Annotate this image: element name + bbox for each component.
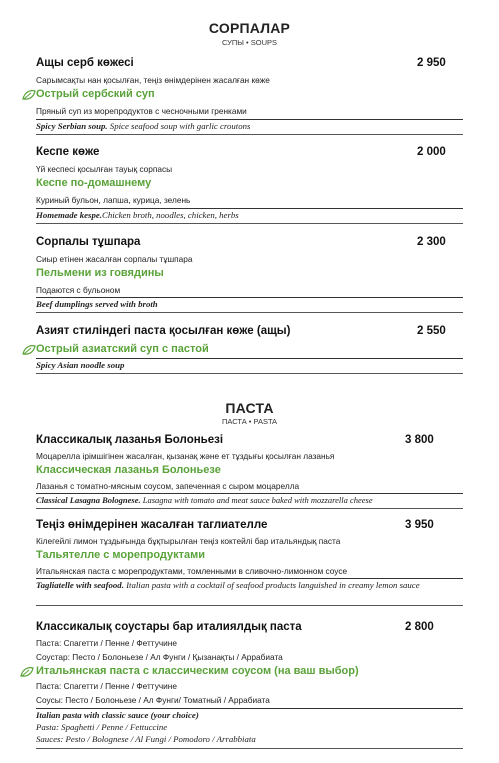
- item-kz-line: Соустар: Песто / Болоньезе / Ал Фунги / Қызанақты / Аррабиата: [36, 652, 283, 662]
- divider: [36, 708, 463, 709]
- item-desc-kz: Кілегейлі лимон тұздығында бұқтырылған теңіз коктейлі бар итальяндық паста: [36, 536, 341, 546]
- item-name-ru: Пельмени из говядины: [36, 267, 164, 279]
- item-en-line: Pasta: Spaghetti / Penne / Fettuccine: [36, 722, 168, 732]
- leaf-icon: [20, 666, 34, 678]
- item-name-ru: Тальятелле с морепродуктами: [36, 549, 206, 561]
- divider: [36, 748, 463, 749]
- item-name-en-text: Italian pasta with classic sauce (your choice): [36, 710, 199, 720]
- item-desc-en: [36, 580, 466, 591]
- divider: [36, 223, 463, 224]
- item-price: 2 550: [417, 325, 446, 337]
- item-name-en: Tagliatelle with seafood.: [36, 580, 124, 590]
- item-name-en: Classical Lasagna Bolognese.: [36, 495, 141, 505]
- item-price: 2 000: [417, 146, 446, 158]
- divider: [36, 297, 463, 298]
- pasta-section-title: ПАСТА: [225, 400, 274, 416]
- item-name-ru: Кеспе по-домашнему: [36, 177, 152, 189]
- item-desc-en-text: Italian pasta with a cocktail of seafood products languished in creamy lemon sauce: [123, 580, 420, 590]
- item-desc-en-text: Spice seafood soup with garlic croutons: [107, 121, 251, 131]
- pasta-section-subtitle: ПАСТА • PASTA: [221, 417, 277, 426]
- item-desc-en: [36, 360, 124, 371]
- divider: [36, 208, 463, 209]
- item-desc-ru: Подаются с бульоном: [36, 285, 121, 295]
- item-desc-kz: Сиыр етінен жасалған сорпалы тұшпара: [36, 254, 193, 264]
- item-desc-ru: Куриный бульон, лапша, курица, зелень: [36, 195, 191, 205]
- item-name-en: Homemade kespe.: [36, 210, 102, 220]
- divider: [36, 312, 463, 313]
- item-desc-en: [36, 210, 239, 221]
- item-name-en: [36, 710, 199, 721]
- item-name: Кеспе көже: [36, 146, 100, 158]
- item-name-ru: Классическая лазанья Болоньезе: [36, 464, 221, 476]
- divider: [36, 605, 463, 606]
- item-desc-en-text: Chicken broth, noodles, chicken, herbs: [101, 210, 239, 220]
- item-name-en: Spicy Serbian soup.: [36, 121, 108, 131]
- soups-section-title: СОРПАЛАР: [208, 20, 291, 36]
- item-ru-line: Соусы: Песто / Болоньезе / Ал Фунги/ Томатный / Аррабиата: [36, 695, 270, 705]
- item-price: 2 950: [417, 57, 446, 69]
- item-name: Сорпалы тұшпара: [36, 236, 141, 248]
- item-name: Классикалық соустары бар италиялдық паста: [36, 621, 302, 633]
- item-desc-en-text: Lasagna with tomato and meat sauce baked with mozzarella cheese: [140, 495, 373, 505]
- divider: [36, 134, 463, 135]
- item-ru-line: Паста: Спагетти / Пенне / Феттучине: [36, 681, 178, 691]
- item-desc-kz: Сарымсақты нан қосылған, теңіз өнімдерінен жасалған көже: [36, 75, 270, 85]
- soups-section-subtitle: СУПЫ • SOUPS: [221, 38, 277, 47]
- item-name-en: Spicy Asian noodle soup: [36, 360, 125, 370]
- item-name: Теңіз өнімдерінен жасалған таглиателле: [36, 519, 268, 531]
- item-price: 2 800: [405, 621, 434, 633]
- divider: [36, 508, 463, 509]
- divider: [36, 373, 463, 374]
- divider: [36, 119, 463, 120]
- item-desc-kz: Моцарелла ірімшігінен жасалған, қызанақ және ет тұздығы қосылған лазанья: [36, 451, 335, 461]
- item-desc-ru: Лазанья с томатно-мясным соусом, запеченная с сыром моцарелла: [36, 481, 300, 491]
- item-name: Классикалық лазанья Болоньезі: [36, 434, 224, 446]
- item-desc-en: [36, 299, 158, 310]
- item-name-ru: Острый сербский суп: [36, 88, 155, 100]
- item-name: Азият стиліндегі паста қосылған көже (ащы): [36, 325, 291, 337]
- item-price: 3 800: [405, 434, 434, 446]
- item-price: 3 950: [405, 519, 434, 531]
- divider: [36, 493, 463, 494]
- item-desc-en: [36, 121, 250, 132]
- item-desc-ru: Пряный суп из морепродуктов с чесночными гренками: [36, 106, 247, 116]
- item-name-ru: Итальянская паста с классическим соусом (на ваш выбор): [36, 665, 359, 677]
- item-desc-en: [36, 495, 476, 506]
- item-price: 2 300: [417, 236, 446, 248]
- leaf-icon: [22, 344, 36, 356]
- item-desc-kz: Үй кеспесі қосылған тауық сорпасы: [36, 164, 173, 174]
- item-name-en: Beef dumplings served with broth: [36, 299, 158, 309]
- item-en-line: Sauces: Pesto / Bolognese / Al Fungi / Pomodoro / Arrabbiata: [36, 734, 256, 744]
- item-name: Ащы серб көжесі: [36, 57, 134, 69]
- divider: [36, 358, 463, 359]
- leaf-icon: [22, 89, 36, 101]
- item-kz-line: Паста: Спагетти / Пенне / Феттучине: [36, 638, 178, 648]
- item-desc-ru: Итальянская паста с морепродуктами, томленными в сливочно-лимонном соусе: [36, 566, 348, 576]
- divider: [36, 578, 463, 579]
- item-name-ru: Острый азиатский суп с пастой: [36, 343, 209, 355]
